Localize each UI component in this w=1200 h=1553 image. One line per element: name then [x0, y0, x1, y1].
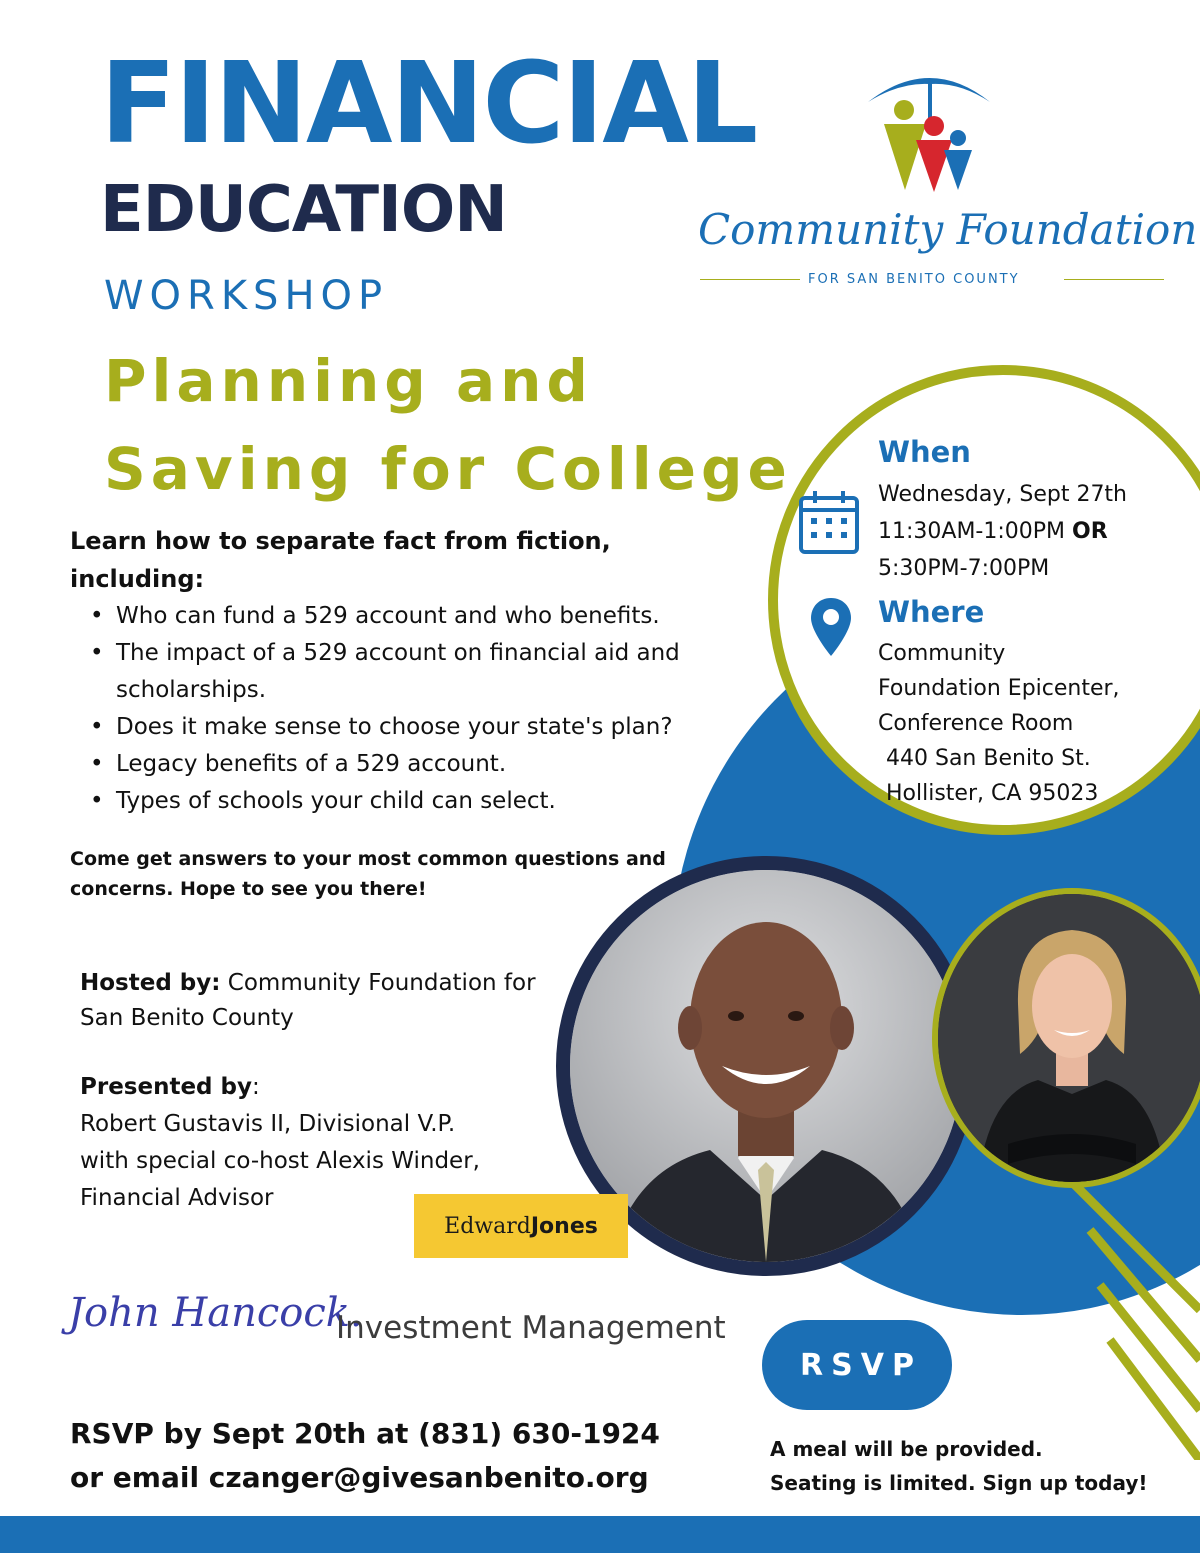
rsvp-email[interactable]: or email czanger@givesanbenito.org — [70, 1461, 649, 1494]
hosted-by-text: Community Foundation for San Benito County — [80, 970, 536, 1031]
event-time-2: 5:30PM-7:00PM — [878, 556, 1050, 581]
presented-by-text: Robert Gustavis II, Divisional V.P. with special co-host Alexis Winder, Financial Advisor — [80, 1111, 480, 1211]
event-time-1: 11:30AM-1:00PM — [878, 519, 1066, 544]
rsvp-button[interactable]: RSVP — [762, 1320, 952, 1410]
list-item: • The impact of a 529 account on financial aid and scholarships. — [86, 635, 746, 709]
logo-divider-right — [1064, 279, 1164, 280]
olive-stripes-decoration — [1060, 1160, 1200, 1460]
where-heading: Where — [878, 595, 985, 629]
list-item: • Does it make sense to choose your state's plan? — [86, 709, 746, 746]
city-address: Hollister, CA 95023 — [886, 781, 1099, 806]
list-item: • Who can fund a 529 account and who benefits. — [86, 598, 746, 635]
list-item: • Legacy benefits of a 529 account. — [86, 746, 746, 783]
meal-note — [770, 1432, 1200, 1500]
rsvp-phone: RSVP by Sept 20th at (831) 630-1924 — [70, 1417, 660, 1450]
edward-jones-word-1: Edward — [444, 1213, 531, 1239]
venue-line-3: Conference Room — [878, 711, 1074, 736]
venue-line-2: Foundation Epicenter, — [878, 676, 1120, 701]
calendar-icon — [798, 488, 860, 556]
closing-text: Come get answers to your most common questions and concerns. Hope to see you there! — [70, 848, 666, 900]
venue-line-1: Community — [878, 641, 1006, 666]
event-time-1-row — [878, 513, 1188, 550]
map-pin-icon — [808, 596, 854, 658]
umbrella-family-icon — [860, 60, 1000, 200]
intro-text: Learn how to separate fact from fiction, including: — [70, 527, 611, 593]
footer-bar — [0, 1516, 1200, 1553]
logo-divider-left — [700, 279, 800, 280]
where-details — [878, 636, 1188, 811]
hosted-by — [80, 966, 580, 1036]
event-date: Wednesday, Sept 27th — [878, 482, 1128, 507]
presented-by-colon: : — [251, 1074, 260, 1100]
list-item: • Types of schools your child can select. — [86, 783, 746, 820]
when-details — [878, 476, 1188, 587]
presenter-photo-alexis — [932, 888, 1200, 1188]
john-hancock-subline: Investment Management — [336, 1310, 726, 1346]
meal-line-2: Seating is limited. Sign up today! — [770, 1471, 1148, 1495]
logo-subline: FOR SAN BENITO COUNTY — [808, 272, 1020, 287]
title-workshop: WORKSHOP — [104, 273, 389, 319]
title-financial: FINANCIAL — [100, 39, 757, 169]
john-hancock-logo: John Hancock. — [68, 1290, 363, 1336]
title-education: EDUCATION — [100, 173, 507, 247]
edward-jones-logo — [414, 1194, 628, 1258]
logo-name: Community Foundation — [698, 205, 1198, 254]
subtitle-line-2: Saving for College — [104, 435, 792, 503]
or-label: OR — [1072, 519, 1108, 544]
rsvp-contact — [70, 1412, 750, 1500]
topic-list — [86, 598, 746, 820]
presented-by-label: Presented by — [80, 1074, 252, 1100]
edward-jones-word-2: Jones — [530, 1213, 598, 1239]
when-heading: When — [878, 435, 971, 469]
hosted-by-label: Hosted by: — [80, 970, 221, 996]
street-address: 440 San Benito St. — [886, 746, 1091, 771]
meal-line-1: A meal will be provided. — [770, 1437, 1043, 1461]
subtitle-line-1: Planning and — [104, 347, 593, 415]
